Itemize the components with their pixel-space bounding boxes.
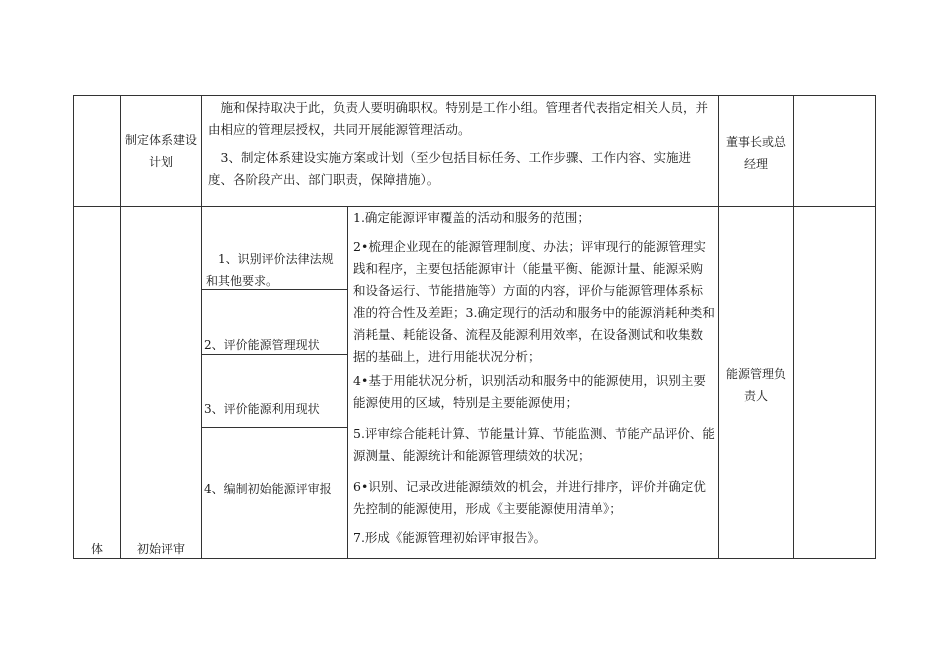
- detail-item: 1.确定能源评审覆盖的活动和服务的范围；: [353, 210, 590, 225]
- column-border: [718, 95, 719, 559]
- detail-item: 5.评审综合能耗计算、节能量计算、节能监测、节能产品评价、能源测量、能源统计和能源管理绩效的状况；: [353, 426, 715, 463]
- column-border: [201, 95, 202, 559]
- step-item: 1、识别评价法律法规和其他要求。: [206, 252, 334, 288]
- phase-cell: 制定体系建设计划: [124, 133, 197, 169]
- responsible-cell: 能源管理负责人: [725, 367, 786, 403]
- table-top-border: [73, 95, 875, 96]
- column-border: [73, 95, 74, 559]
- phase-cell: 初始评审: [136, 542, 185, 556]
- detail-item: 4•基于用能状况分析，识别活动和服务中的能源使用，识别主要能源使用的区域，特别是主要能源使用；: [353, 373, 706, 410]
- column-border: [120, 95, 121, 559]
- column-border: [793, 95, 794, 559]
- detail-item: 6•识别、记录改进能源绩效的机会，并进行排序，评价并确定优先控制的能源使用，形成《主要能源使用清单》；: [353, 479, 706, 516]
- detail-paragraph: 施和保持取决于此，负责人要明确职权。特别是工作小组。管理者代表指定相关人员，并由相应的管理层授权，共同开展能源管理活动。: [208, 100, 709, 137]
- step-item: 3、评价能源利用现状: [204, 402, 320, 416]
- detail-item: 7.形成《能源管理初始评审报告》。: [353, 530, 547, 545]
- step-item: 2、评价能源管理现状: [204, 338, 320, 352]
- responsible-cell: 董事长或总经理: [725, 135, 786, 171]
- step-separator: [201, 427, 347, 428]
- detail-paragraph: 3、制定体系建设实施方案或计划（至少包括目标任务、工作步骤、工作内容、实施进度、各阶段产出、部门职责，保障措施）。: [208, 150, 691, 187]
- step-item: 4、编制初始能源评审报: [204, 482, 332, 496]
- detail-item: 2•梳理企业现在的能源管理制度、办法；评审现行的能源管理实践和程序，主要包括能源审计（能量平衡、能源计量、能源采购和设备运行、节能措施等）方面的内容，评价与能源管理体系标准的符合性及差距；3.确定现行的活动和服务中的能源消耗种类和消耗量、耗能设备、流程及能源利用效率，在设备测试和收集数据的基础上，进行用能状况分析；: [353, 239, 715, 364]
- body-column-label: 体: [91, 542, 104, 556]
- column-border: [875, 95, 876, 559]
- column-border: [347, 206, 348, 559]
